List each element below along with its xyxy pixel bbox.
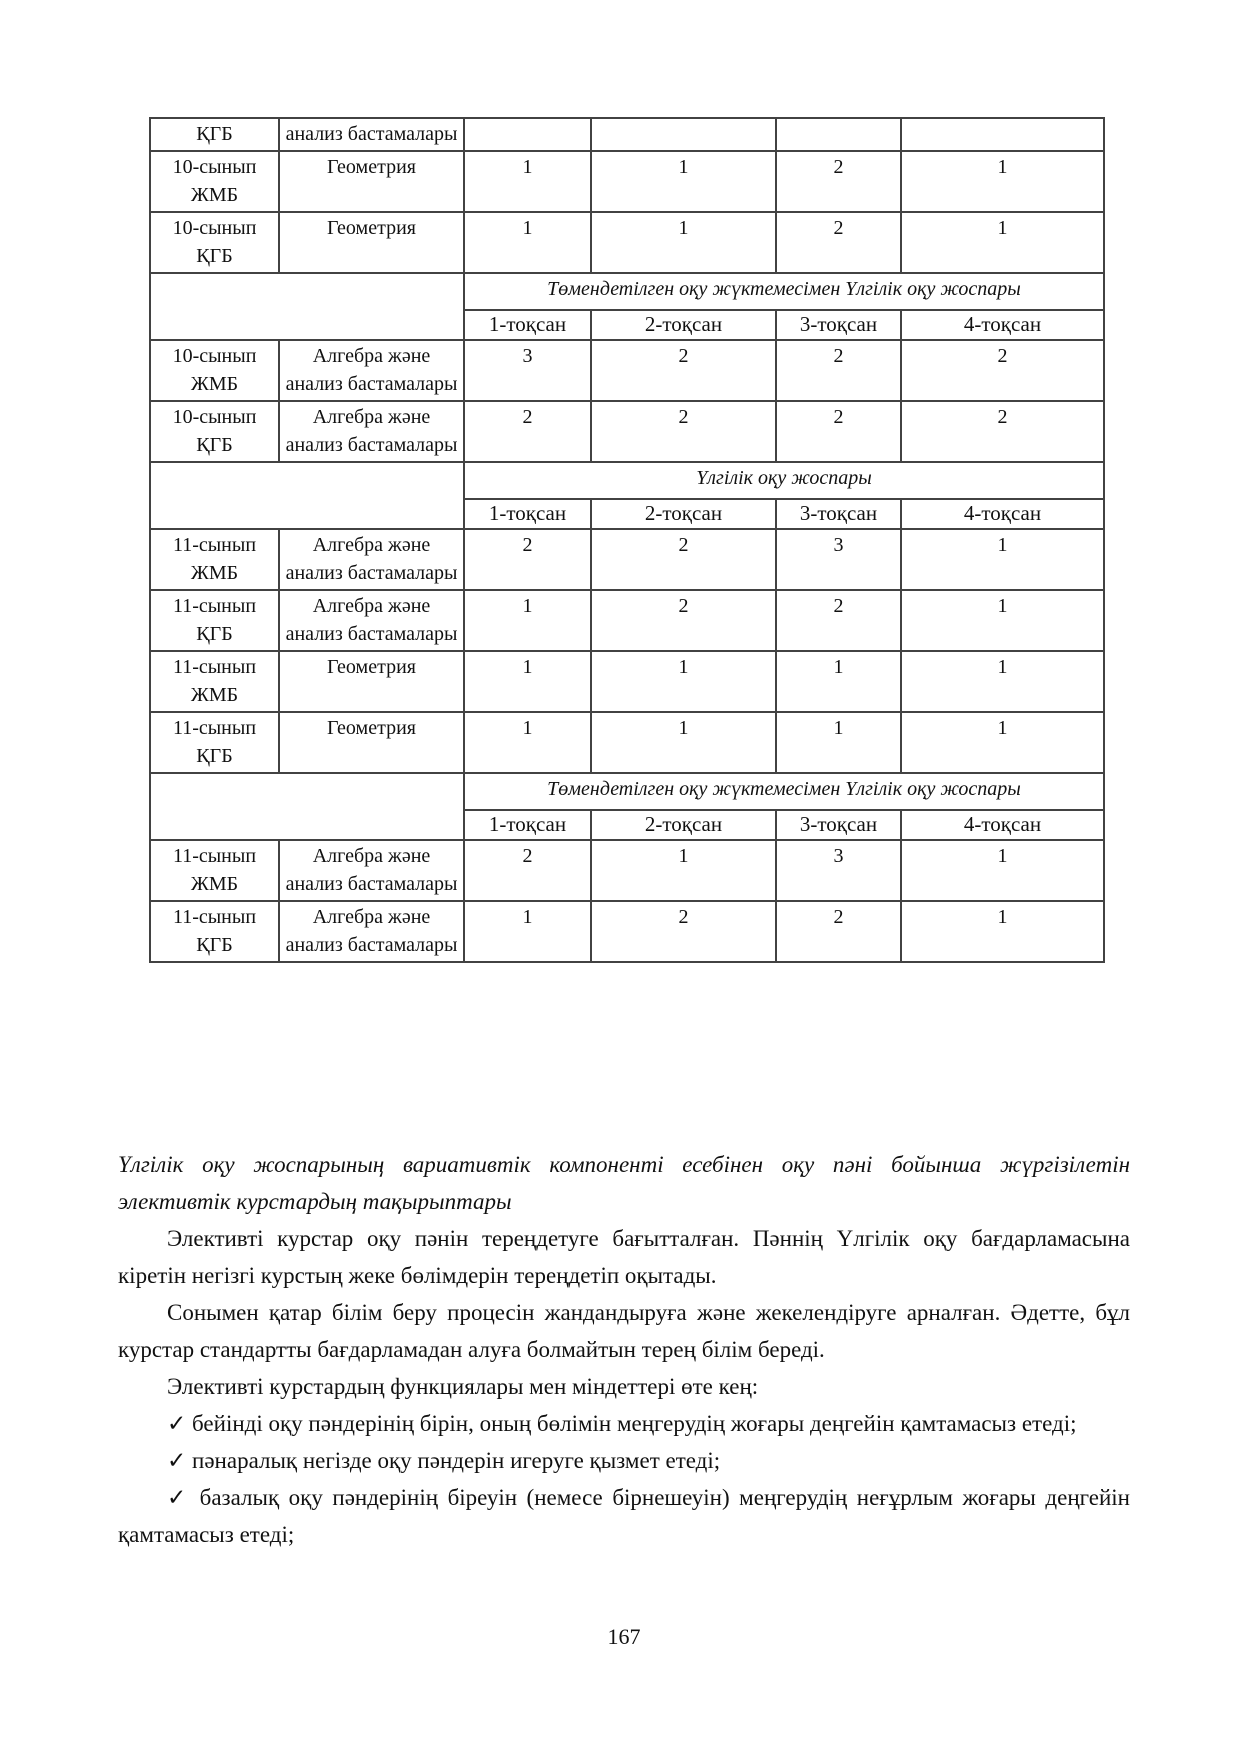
- hours-cell: 2: [464, 840, 591, 901]
- class-cell: 11-сынып ЖМБ: [150, 840, 279, 901]
- hours-cell: 1: [464, 151, 591, 212]
- hours-cell: 1: [464, 901, 591, 962]
- hours-cell: 1: [464, 651, 591, 712]
- hours-cell: 1: [901, 212, 1104, 273]
- table-empty-merged-cell: [150, 773, 464, 840]
- page-number: 167: [607, 1624, 641, 1649]
- hours-cell: 1: [591, 212, 776, 273]
- quarter-header-cell: 4-тоқсан: [901, 810, 1104, 840]
- hours-cell: 2: [591, 590, 776, 651]
- table-empty-merged-cell: [150, 273, 464, 340]
- subject-cell: Геометрия: [279, 212, 464, 273]
- bullet-item: ✓ пәнаралық негізде оқу пәндерін игеруге қызмет етеді;: [167, 1448, 721, 1473]
- quarter-header-cell: 2-тоқсан: [591, 810, 776, 840]
- class-cell: ҚГБ: [150, 118, 279, 151]
- table-row: [150, 651, 1104, 712]
- subject-cell: Алгебра және анализ бастамалары: [279, 590, 464, 651]
- table-row: [150, 712, 1104, 773]
- class-cell: 11-сынып ЖМБ: [150, 651, 279, 712]
- hours-cell: 1: [901, 712, 1104, 773]
- class-cell: 10-сынып ҚГБ: [150, 212, 279, 273]
- table-row: [150, 529, 1104, 590]
- hours-cell: 2: [776, 212, 901, 273]
- checkmark-icon: ✓: [167, 1411, 193, 1436]
- hours-cell: [776, 118, 901, 151]
- subject-cell: Алгебра және анализ бастамалары: [279, 529, 464, 590]
- hours-cell: 1: [901, 151, 1104, 212]
- class-cell: 11-сынып ҚГБ: [150, 901, 279, 962]
- hours-cell: 1: [464, 212, 591, 273]
- table-row: [150, 840, 1104, 901]
- hours-cell: 2: [464, 529, 591, 590]
- table-row: [150, 118, 1104, 151]
- quarter-header-cell: 4-тоқсан: [901, 499, 1104, 529]
- hours-cell: 1: [901, 901, 1104, 962]
- subject-cell: Геометрия: [279, 151, 464, 212]
- subject-cell: Алгебра және анализ бастамалары: [279, 901, 464, 962]
- bullet-list: [118, 1405, 1130, 1553]
- hours-cell: [901, 118, 1104, 151]
- checkmark-icon: ✓: [167, 1485, 200, 1510]
- hours-cell: 1: [901, 651, 1104, 712]
- table-row: [150, 901, 1104, 962]
- quarter-header-cell: 1-тоқсан: [464, 810, 591, 840]
- table-section-band-label: Төмендетілген оқу жүктемесімен Үлгілік оқу жоспары: [464, 773, 1104, 810]
- body-text-block: [118, 1146, 1130, 1553]
- quarter-header-cell: 2-тоқсан: [591, 499, 776, 529]
- hours-cell: 1: [901, 529, 1104, 590]
- quarter-header-cell: 3-тоқсан: [776, 499, 901, 529]
- quarter-header-cell: 3-тоқсан: [776, 310, 901, 340]
- quarter-header-cell: 1-тоқсан: [464, 310, 591, 340]
- hours-cell: 2: [591, 340, 776, 401]
- subject-cell: анализ бастамалары: [279, 118, 464, 151]
- table-row: [150, 212, 1104, 273]
- hours-cell: 2: [776, 151, 901, 212]
- table-row: [150, 590, 1104, 651]
- hours-cell: 2: [591, 401, 776, 462]
- bullet-item: ✓ базалық оқу пәндерінің біреуін (немесе бірнешеуін) меңгерудің неғұрлым жоғары деңгейін қамтамасыз етеді;: [118, 1485, 1130, 1547]
- hours-cell: 1: [776, 712, 901, 773]
- hours-cell: 1: [464, 712, 591, 773]
- hours-cell: 2: [591, 529, 776, 590]
- hours-cell: 1: [901, 840, 1104, 901]
- hours-cell: 1: [591, 151, 776, 212]
- class-cell: 11-сынып ҚГБ: [150, 712, 279, 773]
- hours-cell: 2: [776, 901, 901, 962]
- table-section-band-label: Төмендетілген оқу жүктемесімен Үлгілік оқу жоспары: [464, 273, 1104, 310]
- table-section-band-label: Үлгілік оқу жоспары: [464, 462, 1104, 499]
- subject-cell: Геометрия: [279, 712, 464, 773]
- quarter-header-cell: 1-тоқсан: [464, 499, 591, 529]
- hours-cell: 1: [776, 651, 901, 712]
- subject-cell: Алгебра және анализ бастамалары: [279, 340, 464, 401]
- paragraph: Элективті курстар оқу пәнін тереңдетуге бағытталған. Пәннің Үлгілік оқу бағдарламасына кіретін негізгі курстың жеке бөлімдерін тереңдетіп оқытады.: [118, 1226, 1130, 1288]
- table-row: [150, 401, 1104, 462]
- class-cell: 11-сынып ЖМБ: [150, 529, 279, 590]
- quarter-header-cell: 4-тоқсан: [901, 310, 1104, 340]
- curriculum-table: [149, 117, 1105, 963]
- class-cell: 11-сынып ҚГБ: [150, 590, 279, 651]
- paragraphs: [118, 1220, 1130, 1405]
- class-cell: 10-сынып ЖМБ: [150, 151, 279, 212]
- table-row: [150, 151, 1104, 212]
- paragraph: Элективті курстардың функциялары мен міндеттері өте кең:: [167, 1374, 759, 1399]
- table-empty-merged-cell: [150, 462, 464, 529]
- quarter-header-cell: 3-тоқсан: [776, 810, 901, 840]
- hours-cell: 1: [901, 590, 1104, 651]
- hours-cell: 3: [464, 340, 591, 401]
- hours-cell: [464, 118, 591, 151]
- hours-cell: 2: [901, 340, 1104, 401]
- subject-cell: Алгебра және анализ бастамалары: [279, 401, 464, 462]
- class-cell: 10-сынып ЖМБ: [150, 340, 279, 401]
- table-row: [150, 340, 1104, 401]
- class-cell: 10-сынып ҚГБ: [150, 401, 279, 462]
- hours-cell: [591, 118, 776, 151]
- hours-cell: 2: [901, 401, 1104, 462]
- quarter-header-cell: 2-тоқсан: [591, 310, 776, 340]
- hours-cell: 2: [591, 901, 776, 962]
- hours-cell: 1: [591, 840, 776, 901]
- paragraph: Сонымен қатар білім беру процесін жандандыруға және жекелендіруге арналған. Әдетте, бұл курстар стандартты бағдарламадан алуға болмайтын терең білім береді.: [118, 1300, 1130, 1362]
- section-heading: Үлгілік оқу жоспарының вариативтік компоненті есебінен оқу пәні бойынша жүргізілетін элективтік курстардың тақырыптары: [118, 1152, 1130, 1214]
- hours-cell: 2: [776, 340, 901, 401]
- bullet-item: ✓ бейінді оқу пәндерінің бірін, оның бөлімін меңгерудің жоғары деңгейін қамтамасыз етеді;: [167, 1411, 1077, 1436]
- hours-cell: 1: [591, 651, 776, 712]
- hours-cell: 1: [464, 590, 591, 651]
- checkmark-icon: ✓: [167, 1448, 193, 1473]
- hours-cell: 1: [591, 712, 776, 773]
- subject-cell: Геометрия: [279, 651, 464, 712]
- hours-cell: 3: [776, 840, 901, 901]
- hours-cell: 2: [464, 401, 591, 462]
- subject-cell: Алгебра және анализ бастамалары: [279, 840, 464, 901]
- hours-cell: 2: [776, 401, 901, 462]
- hours-cell: 3: [776, 529, 901, 590]
- hours-cell: 2: [776, 590, 901, 651]
